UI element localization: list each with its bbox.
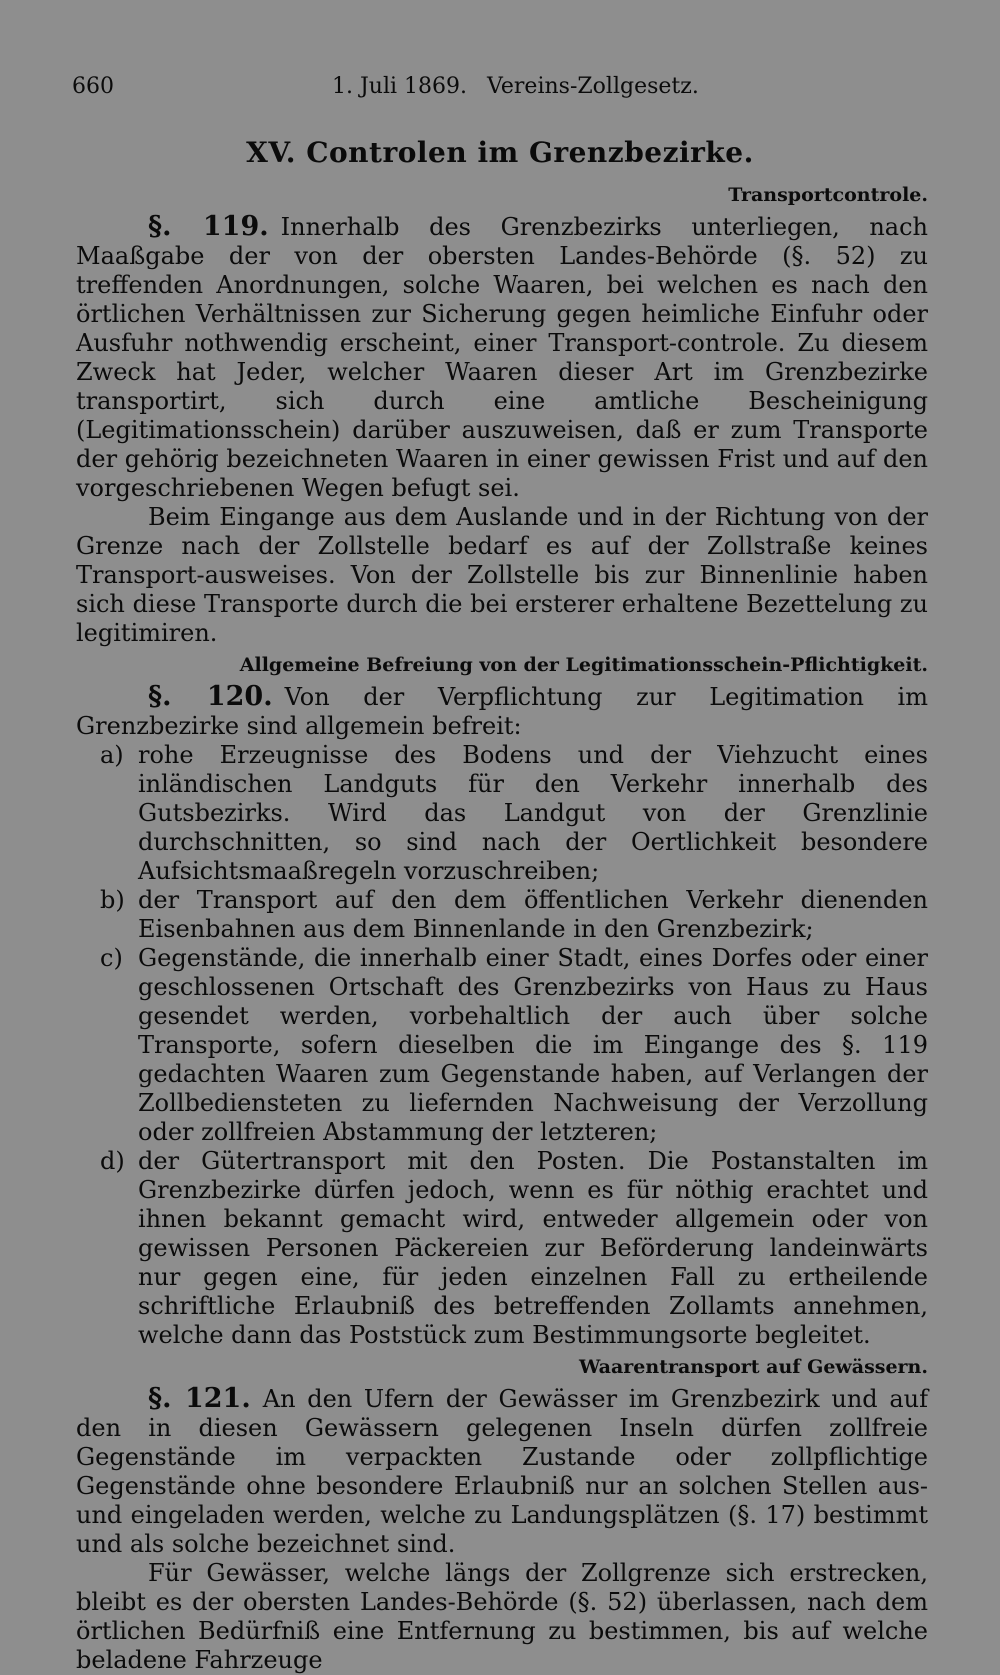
list-item [76,1147,928,1350]
list-item-label: a) [100,741,124,769]
header-date: 1. Juli 1869. [332,74,468,99]
list-item-text: rohe Erzeugnisse des Bodens und der Viehzucht eines inländischen Landguts für den Verkehr innerhalb des Gutsbezirks. Wird das Landgut von der Grenzlinie durchschnitten, so sind nach der Oertlichkeit besondere Aufsichtsmaaßregeln vorzuschreiben; [138,741,928,885]
running-head [72,74,930,110]
section-119-text-1: Innerhalb des Grenzbezirks unterliegen, nach Maaßgabe der von der obersten Landes-Behörde (§. 52) zu treffenden Anordnungen, solche Waaren, bei welchen es nach den örtlichen Verhältnissen zur Sicherung gegen heimliche Einfuhr oder Ausfuhr nothwendig erscheint, einer Transport-controle. Zu diesem Zweck hat Jeder, welcher Waaren dieser Art im Grenzbezirke transportirt, sich durch eine amtliche Bescheinigung (Legitimationsschein) darüber auszuweisen, daß er zum Transporte der gehörig bezeichneten Waaren in einer gewissen Frist und auf den vorgeschriebenen Wegen befugt sei. [76,213,928,502]
list-item-label: c) [100,944,123,972]
marginal-heading-121: Waarentransport auf Gewässern. [578,1356,928,1378]
list-item [76,944,928,1147]
list-item-label: b) [100,886,125,914]
list-item-text: der Gütertransport mit den Posten. Die Postanstalten im Grenzbezirke dürfen jedoch, wenn es für nöthig erachtet und ihnen bekannt gemacht wird, entweder allgemein oder von gewissen Personen Päckereien zur Beförderung landeinwärts nur gegen eine, für jeden einzelnen Fall zu ertheilende schriftliche Erlaubniß des betreffenden Zollamts annehmen, welche dann das Poststück zum Bestimmungsorte begleitet. [138,1147,928,1349]
page-number: 660 [72,74,114,99]
header-law-title: Vereins-Zollgesetz. [487,74,699,99]
section-119-paragraph-2: Beim Eingange aus dem Auslande und in der Richtung von der Grenze nach der Zollstelle bedarf es auf der Zollstraße keines Transport-ausweises. Von der Zollstelle bis zur Binnenlinie haben sich diese Transporte durch die bei ersterer erhaltene Bezettelung zu legitimiren. [76,503,928,647]
section-120-intro-text: Von der Verpflichtung zur Legitimation im Grenzbezirke sind allgemein befreit: [76,683,928,740]
section-119-paragraph-1 [76,212,928,503]
section-121-text-1: An den Ufern der Gewässer im Grenzbezirk und auf den in diesen Gewässern gelegenen Inseln dürfen zollfreie Gegenstände im verpackten Zustande oder zollpflichtige Gegenstände ohne besondere Erlaubniß nur an solchen Stellen aus- und eingeladen werden, welche zu Landungsplätzen (§. 17) bestimmt und als solche bezeichnet sind. [76,1385,928,1558]
section-number-120: §. 120. [148,681,273,712]
section-number-119: §. 119. [148,211,269,242]
list-item [76,886,928,944]
marginal-heading-119: Transportcontrole. [728,184,928,206]
list-item-label: d) [100,1147,125,1175]
section-121-paragraph-1 [76,1384,928,1559]
list-item-text: der Transport auf den dem öffentlichen Verkehr dienenden Eisenbahnen aus dem Binnenlande in den Grenzbezirk; [138,886,928,943]
marginal-heading-120: Allgemeine Befreiung von der Legitimationsschein-Pflichtigkeit. [239,654,928,676]
section-121-paragraph-2: Für Gewässer, welche längs der Zollgrenze sich erstrecken, bleibt es der obersten Landes-Behörde (§. 52) überlassen, nach dem örtlichen Bedürfniß eine Entfernung zu bestimmen, bis auf welche beladene Fahrzeuge [76,1559,928,1674]
list-item-text: Gegenstände, die innerhalb einer Stadt, eines Dorfes oder einer geschlossenen Ortschaft des Grenzbezirks von Haus zu Haus gesendet werden, vorbehaltlich der auch über solche Transporte, sofern dieselben die im Eingange des §. 119 gedachten Waaren zum Gegenstande haben, auf Verlangen der Zollbediensteten zu liefernden Nachweisung der Verzollung oder zollfreien Abstammung der letzteren; [138,944,928,1146]
exemption-list [76,741,928,1350]
section-number-121: §. 121. [148,1383,251,1414]
chapter-title: XV. Controlen im Grenzbezirke. [246,136,754,169]
list-item [76,741,928,886]
running-head-text [332,74,699,99]
document-body [76,184,928,1675]
section-120-intro [76,682,928,741]
